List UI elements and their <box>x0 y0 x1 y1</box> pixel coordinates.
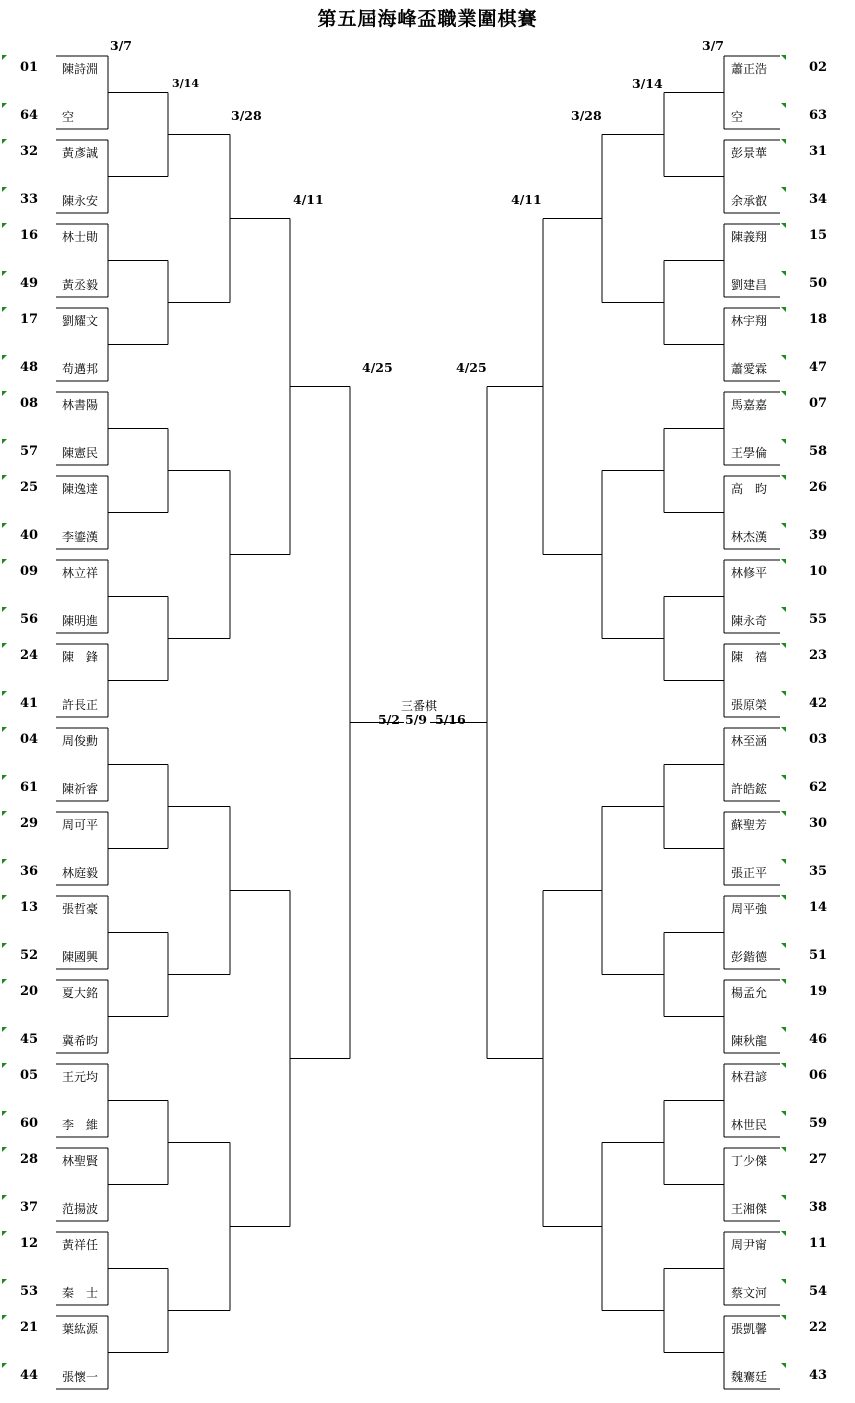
left-seed-number: 44 <box>20 1368 39 1383</box>
right-player-name: 林修平 <box>731 566 768 580</box>
left-seed-flag-marker <box>2 859 7 864</box>
left-seed-number: 48 <box>20 360 39 375</box>
left-player-name: 林庭毅 <box>62 866 99 880</box>
right-seed-number: 26 <box>809 480 828 495</box>
right-player-name: 蔡文河 <box>731 1286 768 1300</box>
right-player-name: 魏騫廷 <box>731 1370 768 1384</box>
right-seed-number: 38 <box>809 1200 828 1215</box>
left-player-name: 黃丞毅 <box>62 278 99 292</box>
right-seed-number: 30 <box>809 816 828 831</box>
right-player-name: 林至涵 <box>731 734 768 748</box>
right-seed-flag-marker <box>781 139 786 144</box>
left-seed-flag-marker <box>2 1063 7 1068</box>
right-seed-number: 19 <box>809 984 828 999</box>
right-player-name: 王學倫 <box>731 446 768 460</box>
right-seed-number: 50 <box>809 276 828 291</box>
right-seed-number: 35 <box>809 864 828 879</box>
right-seed-number: 34 <box>809 192 828 207</box>
right-player-name: 馬嘉嘉 <box>731 398 768 412</box>
left-seed-flag-marker <box>2 355 7 360</box>
date-left-round5: 4/25 <box>362 360 393 375</box>
left-player-name: 苟邁邦 <box>62 362 99 376</box>
left-seed-number: 64 <box>20 108 39 123</box>
date-right-round1: 3/7 <box>702 38 724 53</box>
right-player-name: 蘇聖芳 <box>731 818 768 832</box>
right-seed-number: 54 <box>809 1284 828 1299</box>
left-seed-flag-marker <box>2 307 7 312</box>
right-seed-flag-marker <box>781 643 786 648</box>
left-seed-flag-marker <box>2 1231 7 1236</box>
right-player-name: 林君諺 <box>731 1070 768 1084</box>
right-seed-flag-marker <box>781 355 786 360</box>
right-seed-number: 31 <box>809 144 828 159</box>
right-player-name: 蕭愛霖 <box>731 362 768 376</box>
right-seed-number: 39 <box>809 528 828 543</box>
right-player-name: 空 <box>731 110 744 124</box>
right-seed-flag-marker <box>781 1147 786 1152</box>
left-player-name: 許長正 <box>62 698 99 712</box>
right-seed-number: 22 <box>809 1320 828 1335</box>
right-seed-flag-marker <box>781 439 786 444</box>
right-seed-flag-marker <box>781 223 786 228</box>
date-right-round2: 3/14 <box>632 76 663 91</box>
left-player-name: 張哲豪 <box>62 902 99 916</box>
left-player-name: 陳永安 <box>62 194 99 208</box>
right-player-name: 丁少傑 <box>731 1154 768 1168</box>
date-left-round2: 3/14 <box>172 77 199 90</box>
left-seed-flag-marker <box>2 187 7 192</box>
left-seed-flag-marker <box>2 1147 7 1152</box>
right-player-name: 楊孟允 <box>731 986 768 1000</box>
right-seed-number: 23 <box>809 648 828 663</box>
left-player-name: 葉紘源 <box>62 1322 99 1336</box>
date-final-game2: 5/9 <box>405 712 427 727</box>
right-seed-flag-marker <box>781 1063 786 1068</box>
left-seed-number: 12 <box>20 1236 39 1251</box>
left-player-name: 夏大銘 <box>62 986 99 1000</box>
right-seed-flag-marker <box>781 811 786 816</box>
left-seed-number: 40 <box>20 528 39 543</box>
left-seed-number: 21 <box>20 1320 39 1335</box>
right-seed-flag-marker <box>781 943 786 948</box>
right-seed-flag-marker <box>781 307 786 312</box>
right-seed-number: 43 <box>809 1368 828 1383</box>
right-seed-number: 03 <box>809 732 828 747</box>
right-player-name: 劉建昌 <box>731 278 768 292</box>
left-seed-number: 13 <box>20 900 39 915</box>
page-title: 第五屆海峰盃職業圍棋賽 <box>317 8 538 30</box>
left-seed-number: 05 <box>20 1068 39 1083</box>
date-left-round1: 3/7 <box>110 38 132 53</box>
right-seed-number: 14 <box>809 900 828 915</box>
right-player-name: 張原榮 <box>731 698 768 712</box>
left-seed-number: 41 <box>20 696 39 711</box>
right-player-name: 彭鍇德 <box>731 950 768 964</box>
left-player-name: 黃祥任 <box>62 1238 99 1252</box>
date-final-game1: 5/2 <box>378 712 400 727</box>
right-seed-flag-marker <box>781 1315 786 1320</box>
right-seed-flag-marker <box>781 1111 786 1116</box>
date-final-game3: 5/16 <box>435 712 466 727</box>
left-seed-number: 29 <box>20 816 39 831</box>
right-seed-flag-marker <box>781 559 786 564</box>
right-seed-number: 63 <box>809 108 828 123</box>
date-right-round5: 4/25 <box>456 360 487 375</box>
left-player-name: 陳逸達 <box>62 482 99 496</box>
right-seed-number: 27 <box>809 1152 828 1167</box>
right-player-name: 陳永奇 <box>731 614 768 628</box>
left-seed-flag-marker <box>2 691 7 696</box>
left-seed-number: 17 <box>20 312 39 327</box>
left-seed-flag-marker <box>2 439 7 444</box>
right-seed-number: 58 <box>809 444 828 459</box>
left-seed-flag-marker <box>2 1195 7 1200</box>
left-seed-flag-marker <box>2 1279 7 1284</box>
right-seed-flag-marker <box>781 271 786 276</box>
left-seed-flag-marker <box>2 607 7 612</box>
right-seed-flag-marker <box>781 1027 786 1032</box>
right-seed-number: 42 <box>809 696 828 711</box>
left-player-name: 王元均 <box>62 1070 99 1084</box>
right-player-name: 周平強 <box>731 902 768 916</box>
left-seed-number: 56 <box>20 612 39 627</box>
right-player-name: 許皓鋐 <box>731 782 768 796</box>
left-player-name: 林書陽 <box>62 398 99 412</box>
left-seed-flag-marker <box>2 55 7 60</box>
left-player-name: 陳國興 <box>62 950 99 964</box>
right-seed-number: 07 <box>809 396 828 411</box>
left-seed-flag-marker <box>2 523 7 528</box>
right-seed-flag-marker <box>781 895 786 900</box>
right-seed-flag-marker <box>781 1231 786 1236</box>
left-seed-flag-marker <box>2 139 7 144</box>
left-player-name: 張懷一 <box>62 1370 99 1384</box>
right-player-name: 林杰漢 <box>731 530 768 544</box>
left-seed-flag-marker <box>2 727 7 732</box>
right-seed-flag-marker <box>781 979 786 984</box>
right-player-name: 周尹甯 <box>731 1238 768 1252</box>
right-seed-flag-marker <box>781 607 786 612</box>
left-seed-flag-marker <box>2 775 7 780</box>
left-seed-flag-marker <box>2 223 7 228</box>
right-seed-flag-marker <box>781 859 786 864</box>
right-seed-number: 06 <box>809 1068 828 1083</box>
date-left-round4: 4/11 <box>293 192 324 207</box>
left-seed-flag-marker <box>2 811 7 816</box>
left-player-name: 林立祥 <box>62 566 99 580</box>
right-player-name: 彭景華 <box>731 146 768 160</box>
left-seed-number: 60 <box>20 1116 39 1131</box>
left-seed-number: 20 <box>20 984 39 999</box>
right-seed-number: 62 <box>809 780 828 795</box>
right-seed-flag-marker <box>781 187 786 192</box>
left-seed-number: 49 <box>20 276 39 291</box>
left-seed-number: 37 <box>20 1200 39 1215</box>
left-player-name: 黃彥誠 <box>62 146 99 160</box>
left-player-name: 陳憲民 <box>62 446 99 460</box>
right-seed-flag-marker <box>781 523 786 528</box>
left-seed-number: 08 <box>20 396 39 411</box>
right-player-name: 陳 禧 <box>731 650 768 664</box>
right-seed-number: 15 <box>809 228 828 243</box>
right-seed-number: 51 <box>809 948 828 963</box>
left-player-name: 周俊勳 <box>62 734 99 748</box>
left-player-name: 范揚波 <box>62 1202 99 1216</box>
left-player-name: 林聖賢 <box>62 1154 99 1168</box>
right-player-name: 高 昀 <box>731 482 768 496</box>
right-seed-flag-marker <box>781 391 786 396</box>
left-player-name: 李 維 <box>62 1118 99 1132</box>
left-seed-flag-marker <box>2 271 7 276</box>
right-player-name: 林世民 <box>731 1118 768 1132</box>
left-seed-flag-marker <box>2 559 7 564</box>
right-player-name: 張正平 <box>731 866 768 880</box>
left-seed-number: 09 <box>20 564 39 579</box>
left-seed-flag-marker <box>2 643 7 648</box>
right-seed-number: 02 <box>809 60 828 75</box>
left-seed-number: 16 <box>20 228 39 243</box>
date-left-round3: 3/28 <box>231 108 262 123</box>
right-seed-number: 55 <box>809 612 828 627</box>
right-seed-number: 46 <box>809 1032 828 1047</box>
left-seed-number: 01 <box>20 60 39 75</box>
left-seed-number: 52 <box>20 948 39 963</box>
left-seed-flag-marker <box>2 391 7 396</box>
left-player-name: 周可平 <box>62 818 99 832</box>
left-player-name: 秦 士 <box>62 1286 99 1300</box>
left-player-name: 空 <box>62 110 75 124</box>
right-player-name: 陳秋龍 <box>731 1034 768 1048</box>
right-player-name: 王湘傑 <box>731 1202 768 1216</box>
right-player-name: 林宇翔 <box>731 314 768 328</box>
left-seed-number: 32 <box>20 144 39 159</box>
left-seed-number: 45 <box>20 1032 39 1047</box>
left-seed-number: 61 <box>20 780 39 795</box>
left-player-name: 陳 鋒 <box>62 650 99 664</box>
left-player-name: 陳祈睿 <box>62 782 99 796</box>
right-seed-number: 10 <box>809 564 828 579</box>
left-seed-flag-marker <box>2 1027 7 1032</box>
left-seed-number: 57 <box>20 444 39 459</box>
left-seed-flag-marker <box>2 475 7 480</box>
right-seed-number: 18 <box>809 312 828 327</box>
final-format-label: 三番棋 <box>401 699 438 713</box>
right-seed-flag-marker <box>781 727 786 732</box>
right-player-name: 余承叡 <box>731 194 768 208</box>
left-seed-number: 28 <box>20 1152 39 1167</box>
right-seed-flag-marker <box>781 1195 786 1200</box>
right-seed-number: 11 <box>809 1236 828 1251</box>
left-seed-number: 36 <box>20 864 39 879</box>
left-seed-number: 25 <box>20 480 39 495</box>
left-player-name: 陳詩淵 <box>62 62 99 76</box>
right-player-name: 張凱馨 <box>731 1322 768 1336</box>
right-seed-flag-marker <box>781 475 786 480</box>
right-seed-flag-marker <box>781 103 786 108</box>
left-seed-number: 04 <box>20 732 39 747</box>
left-player-name: 李鎏漢 <box>62 530 99 544</box>
left-seed-flag-marker <box>2 1111 7 1116</box>
right-player-name: 蕭正浩 <box>731 62 768 76</box>
right-seed-number: 59 <box>809 1116 828 1131</box>
right-seed-flag-marker <box>781 775 786 780</box>
left-player-name: 冀希昀 <box>62 1034 99 1048</box>
left-seed-flag-marker <box>2 895 7 900</box>
left-seed-number: 24 <box>20 648 39 663</box>
left-seed-flag-marker <box>2 1315 7 1320</box>
left-seed-number: 33 <box>20 192 39 207</box>
left-player-name: 林士勛 <box>62 230 99 244</box>
right-seed-number: 47 <box>809 360 828 375</box>
left-player-name: 陳明進 <box>62 614 99 628</box>
left-seed-number: 53 <box>20 1284 39 1299</box>
left-seed-flag-marker <box>2 979 7 984</box>
left-player-name: 劉耀文 <box>62 314 99 328</box>
right-seed-flag-marker <box>781 1363 786 1368</box>
right-seed-flag-marker <box>781 55 786 60</box>
left-seed-flag-marker <box>2 943 7 948</box>
right-seed-flag-marker <box>781 1279 786 1284</box>
left-seed-flag-marker <box>2 1363 7 1368</box>
right-player-name: 陳義翔 <box>731 230 768 244</box>
left-seed-flag-marker <box>2 103 7 108</box>
date-right-round4: 4/11 <box>511 192 542 207</box>
date-right-round3: 3/28 <box>571 108 602 123</box>
right-seed-flag-marker <box>781 691 786 696</box>
